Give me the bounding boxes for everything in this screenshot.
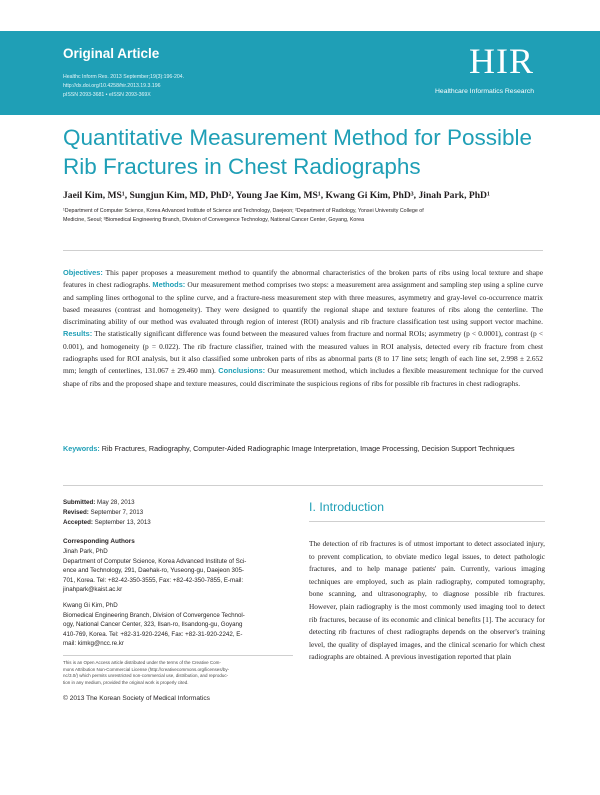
license-line: nc/3.0/) which permits unrestricted non-commercial use, distribution, and reproduc- (63, 673, 229, 679)
accepted-date: September 13, 2013 (94, 519, 151, 526)
corr-line: 701, Korea. Tel: +82-42-350-3555, Fax: +82-42-350-7855, E-mail: (63, 576, 244, 584)
corr-line: Kwang Gi Kim, PhD (63, 601, 118, 609)
revised-label: Revised: (63, 509, 89, 516)
affiliation-line: ¹Department of Computer Science, Korea Advanced Institute of Science and Technology, Daejeon; ²Department of Radiology, Yonsei University College of (63, 208, 424, 214)
citation-meta (63, 73, 184, 100)
corresponding-author-2 (63, 601, 293, 649)
divider (63, 655, 293, 656)
citation-line: Healthc Inform Res. 2013 September;19(3):196-204. (63, 74, 185, 80)
corr-line: Jinah Park, PhD (63, 548, 108, 555)
copyright: © 2013 The Korean Society of Medical Informatics (63, 695, 210, 703)
abstract-results-heading: Results: (63, 329, 93, 339)
section-heading: I. Introduction (309, 500, 545, 522)
abstract-results: The statistically significant difference was found between the measured values from fracture and normal ROIs; asymmetry (p < 0.0001), contrast (p < 0.001), and homogeneity (p = 0.022). The rib fracture classifier, trained with the measured values in ROI analysis, detected every rib fracture from chest radiographs used for ROI analysis, but it also classified some unbroken parts of ribs as abnormal parts (8 to 17 line sets; length of each line set, 2.998 ± 2.652 mm; length of centerlines, 131.067 ± 29.460 mm). (63, 329, 544, 376)
corresponding-author-1 (63, 547, 293, 595)
abstract-methods: Our measurement method comprises two steps: a measurement area assignment and sampling step using a spline curve and sampling lines orthogonal to the spline curve, and a fracture-ness measurement step with three measures, asymmetry and gray-level co-occurrence matrix based measures (contrast and homogeneity). They were designed to quantify the regional shape and texture features of ribs along the centerline. The discriminating ability of our method was evaluated through region of interest (ROI) analysis and rib fracture classification test using support vector machine. (63, 280, 543, 327)
doi-link[interactable]: http://dx.doi.org/10.4258/hir.2013.19.3.196 (63, 83, 161, 89)
keywords-heading: Keywords: (63, 444, 100, 453)
journal-name: Healthcare Informatics Research (435, 88, 534, 95)
article-info-column (63, 498, 293, 702)
abstract-methods-heading: Methods: (152, 280, 186, 290)
abstract-objectives: This paper proposes a measurement method to quantify the abnormal characteristics of the broken parts of ribs using local texture and shape features in chest radiographs. (63, 268, 543, 290)
article-type-label: Original Article (63, 46, 160, 61)
submitted-date: May 28, 2013 (97, 499, 135, 506)
abstract-conclusions-heading: Conclusions: (218, 366, 266, 376)
corr-line: ogy, National Cancer Center, 323, Ilsan-ro, Ilsandong-gu, Goyang (63, 621, 243, 629)
corr-line: Biomedical Engineering Branch, Division of Convergence Technol- (63, 611, 245, 619)
issn-line: pISSN 2093-3681 • eISSN 2093-369X (63, 92, 151, 98)
corr-email[interactable]: jinahpark@kaist.ac.kr (63, 586, 123, 594)
title-line: Rib Fractures in Chest Radiographs (63, 154, 421, 179)
corr-email[interactable]: mail: kimkg@ncc.re.kr (63, 640, 124, 648)
corr-line: Department of Computer Science, Korea Advanced Institute of Sci- (63, 557, 247, 565)
license-line: tion in any medium, provided the original work is properly cited. (63, 679, 189, 685)
accepted-label: Accepted: (63, 519, 93, 526)
paper-title (63, 123, 543, 181)
license-line: This is an Open Access article distributed under the terms of the Creative Com- (63, 659, 221, 665)
header-banner (0, 31, 600, 115)
section-body: The detection of rib fractures is of utmost important to detect associated injury, to prevent complication, to obviate medico legal issues, to detect pathologic fractures, and to help manage patients' pain. Currently, various imaging techniques are employed, such as plain radiography, computed tomography, bone scanning, and ultrasonography, to diagnose possible rib fractures. However, plain radiography is the most commonly used imaging tool to detect rib fractures, because of its economic and clinical benefits [1]. The accuracy for detecting rib fractures of chest radiographs depends on the observer's training level, the quality of displayed images, and the clinical scenario for which chest radiographs are obtained. A previous investigation reported that plain (309, 539, 545, 662)
affiliations (63, 207, 543, 225)
abstract-conclusions: Our measurement method, which includes a flexible measurement technique for the curved shape of ribs and the proposed shape and texture measures, could discriminate the suspicious regions of ribs for possible rib fractures in chest radiographs. (63, 366, 543, 388)
divider (63, 485, 543, 486)
journal-logo: HIR (469, 41, 534, 81)
corresponding-heading: Corresponding Authors (63, 538, 135, 545)
author-list: Jaeil Kim, MS¹, Sungjun Kim, MD, PhD², Young Jae Kim, MS¹, Kwang Gi Kim, PhD³, Jinah Park, PhD¹ (63, 190, 490, 201)
submitted-label: Submitted: (63, 499, 96, 506)
keywords-text: Rib Fractures, Radiography, Computer-Aided Radiographic Image Interpretation, Image Processing, Decision Support Techniques (101, 444, 515, 453)
title-line: Quantitative Measurement Method for Possible (63, 125, 532, 150)
body-column (309, 500, 545, 664)
license-note (63, 660, 293, 686)
abstract-objectives-heading: Objectives: (63, 268, 103, 277)
corr-line: 410-769, Korea. Tel: +82-31-920-2246, Fax: +82-31-920-2242, E- (63, 630, 243, 638)
divider (63, 250, 543, 251)
corr-line: ence and Technology, 291, Daehak-ro, Yuseong-gu, Daejeon 305- (63, 567, 244, 575)
keywords (63, 443, 543, 455)
affiliation-line: Medicine, Seoul; ³Biomedical Engineering Branch, Division of Convergence Technology, National Cancer Center, Goyang, Korea (63, 217, 365, 223)
license-line: mons Attribution Non-Commercial License (http://creativecommons.org/licenses/by- (63, 666, 230, 672)
revised-date: September 7, 2013 (90, 509, 144, 516)
article-dates (63, 498, 293, 528)
abstract (63, 267, 543, 390)
